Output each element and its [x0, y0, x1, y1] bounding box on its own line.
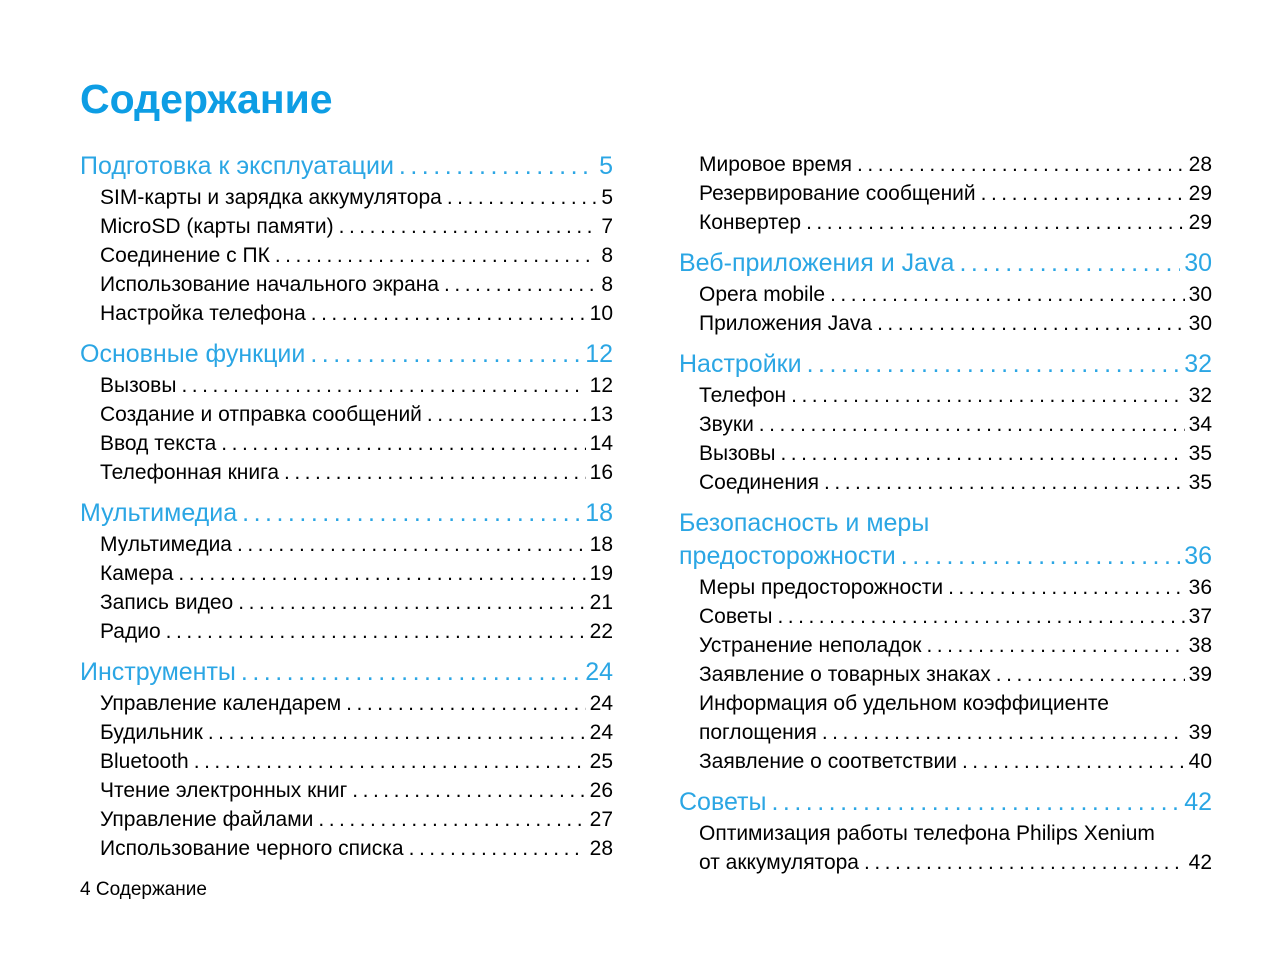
dot-leader	[857, 150, 1185, 179]
toc-item-entry[interactable]	[80, 617, 613, 646]
dot-leader	[877, 309, 1185, 338]
dot-leader	[409, 834, 586, 863]
toc-entry-page-number: 35	[1188, 471, 1212, 494]
toc-entry-page-number: 26	[589, 779, 613, 802]
toc-entry-label: Приложения Java	[699, 312, 873, 335]
toc-item-entry[interactable]	[80, 458, 613, 487]
page-footer	[80, 878, 207, 902]
toc-entry-page-number: 36	[1188, 576, 1212, 599]
toc-entry-page-number: 30	[1184, 249, 1212, 277]
dot-leader	[996, 660, 1185, 689]
dot-leader	[926, 631, 1184, 660]
toc-entry-page-number: 5	[599, 152, 613, 180]
toc-entry-label: Телефон	[699, 384, 787, 407]
dot-leader	[346, 689, 585, 718]
dot-leader	[352, 776, 585, 805]
toc-entry-page-number: 34	[1188, 413, 1212, 436]
dot-leader	[948, 573, 1185, 602]
dot-leader	[194, 747, 586, 776]
toc-item-entry[interactable]	[80, 270, 613, 299]
toc-entry-label: Ввод текста	[100, 432, 217, 455]
toc-entry-page-number: 39	[1188, 721, 1212, 744]
toc-entry-page-number: 22	[589, 620, 613, 643]
toc-entry-page-number: 39	[1188, 663, 1212, 686]
footer-page-number: 4	[80, 879, 91, 900]
dot-leader	[981, 179, 1185, 208]
toc-entry-label: MicroSD (карты памяти)	[100, 215, 334, 238]
dot-leader	[310, 338, 581, 371]
toc-entry-label: Основные функции	[80, 340, 306, 368]
page-title: Содержание	[80, 76, 333, 122]
toc-entry-label-line1: Безопасность и меры	[679, 509, 930, 537]
dot-leader	[824, 468, 1185, 497]
toc-entry-page-number: 13	[589, 403, 613, 426]
toc-entry-page-number: 28	[589, 837, 613, 860]
dot-leader	[311, 299, 586, 328]
toc-columns	[80, 150, 1212, 877]
toc-entry-page-number: 29	[1188, 182, 1212, 205]
toc-entry-label: Вызовы	[699, 442, 776, 465]
dot-leader	[864, 848, 1185, 877]
dot-leader	[208, 718, 586, 747]
dot-leader	[771, 786, 1180, 819]
toc-entry-label-line1: Оптимизация работы телефона Philips Xenium	[699, 822, 1155, 845]
toc-column-right	[679, 150, 1212, 877]
toc-entry-page-number: 8	[601, 273, 613, 296]
toc-entry-page-number: 37	[1188, 605, 1212, 628]
toc-entry-label: Телефонная книга	[100, 461, 279, 484]
toc-entry-page-number: 21	[589, 591, 613, 614]
toc-item-entry[interactable]	[679, 309, 1212, 338]
toc-entry-page-number: 27	[589, 808, 613, 831]
toc-entry-page-number: 30	[1188, 283, 1212, 306]
toc-item-entry[interactable]	[80, 299, 613, 328]
toc-entry-label: Конвертер	[699, 211, 802, 234]
dot-leader	[427, 400, 586, 429]
toc-entry-label: предосторожности	[679, 542, 896, 570]
toc-item-entry[interactable]	[80, 212, 613, 241]
toc-item-entry[interactable]	[80, 747, 613, 776]
toc-entry-page-number: 30	[1188, 312, 1212, 335]
toc-entry-label: Запись видео	[100, 591, 234, 614]
toc-section-entry[interactable]	[80, 497, 613, 530]
toc-entry-label: Устранение неполадок	[699, 634, 922, 657]
toc-entry-label: Инструменты	[80, 658, 236, 686]
toc-entry-page-number: 18	[585, 499, 613, 527]
toc-entry-label: Советы	[699, 605, 773, 628]
toc-entry-page-number: 35	[1188, 442, 1212, 465]
toc-item-entry[interactable]	[80, 718, 613, 747]
toc-entry-label: Вызовы	[100, 374, 177, 397]
toc-item-entry[interactable]	[679, 602, 1212, 631]
toc-entry-page-number: 28	[1188, 153, 1212, 176]
dot-leader	[181, 371, 585, 400]
toc-item-entry[interactable]	[80, 183, 613, 212]
toc-entry-page-number: 24	[589, 692, 613, 715]
toc-entry-label: Соединения	[699, 471, 820, 494]
dot-leader	[166, 617, 586, 646]
toc-entry-page-number: 12	[589, 374, 613, 397]
toc-entry-page-number: 36	[1184, 542, 1212, 570]
toc-section-entry[interactable]	[679, 348, 1212, 381]
toc-item-entry[interactable]	[80, 241, 613, 270]
toc-entry-page-number: 18	[589, 533, 613, 556]
toc-item-entry[interactable]	[80, 776, 613, 805]
toc-item-entry[interactable]	[80, 530, 613, 559]
toc-entry-label: Bluetooth	[100, 750, 189, 773]
dot-leader	[777, 602, 1184, 631]
toc-entry-label: Заявление о соответствии	[699, 750, 957, 773]
dot-leader	[238, 588, 585, 617]
dot-leader	[339, 212, 598, 241]
toc-item-entry[interactable]	[679, 689, 1212, 747]
toc-item-entry[interactable]	[80, 429, 613, 458]
dot-leader	[237, 530, 586, 559]
toc-entry-page-number: 24	[585, 658, 613, 686]
toc-entry-label: поглощения	[699, 721, 817, 744]
toc-item-entry[interactable]	[679, 439, 1212, 468]
toc-column-left	[80, 150, 613, 877]
dot-leader	[284, 458, 586, 487]
dot-leader	[241, 656, 581, 689]
toc-entry-label: Подготовка к эксплуатации	[80, 152, 394, 180]
toc-item-entry[interactable]	[80, 689, 613, 718]
toc-entry-label: SIM-карты и зарядка аккумулятора	[100, 186, 442, 209]
toc-item-entry[interactable]	[679, 631, 1212, 660]
toc-entry-page-number: 7	[601, 215, 613, 238]
dot-leader	[242, 497, 581, 530]
toc-item-entry[interactable]	[80, 588, 613, 617]
toc-entry-page-number: 16	[589, 461, 613, 484]
dot-leader	[807, 348, 1181, 381]
toc-item-entry[interactable]	[80, 834, 613, 863]
toc-entry-label: Советы	[679, 788, 767, 816]
dot-leader	[822, 718, 1185, 747]
toc-entry-page-number: 25	[589, 750, 613, 773]
toc-entry-page-number: 32	[1184, 350, 1212, 378]
toc-entry-page-number: 12	[585, 340, 613, 368]
dot-leader	[444, 270, 597, 299]
toc-entry-label-line1: Информация об удельном коэффициенте	[699, 692, 1109, 715]
toc-item-entry[interactable]	[679, 381, 1212, 410]
toc-entry-page-number: 29	[1188, 211, 1212, 234]
dot-leader	[959, 247, 1180, 280]
toc-section-entry[interactable]	[679, 247, 1212, 280]
toc-entry-label: Создание и отправка сообщений	[100, 403, 422, 426]
toc-entry-page-number: 19	[589, 562, 613, 585]
toc-entry-label: Веб-приложения и Java	[679, 249, 955, 277]
toc-entry-label: Opera mobile	[699, 283, 826, 306]
dot-leader	[962, 747, 1185, 776]
dot-leader	[221, 429, 585, 458]
toc-item-entry[interactable]	[679, 150, 1212, 179]
toc-item-entry[interactable]	[679, 573, 1212, 602]
toc-entry-page-number: 14	[589, 432, 613, 455]
toc-item-entry[interactable]	[80, 371, 613, 400]
toc-section-entry[interactable]	[80, 338, 613, 371]
toc-entry-label: Настройка телефона	[100, 302, 306, 325]
toc-item-entry[interactable]	[679, 747, 1212, 776]
toc-entry-page-number: 42	[1184, 788, 1212, 816]
toc-entry-label: Управление календарем	[100, 692, 342, 715]
dot-leader	[759, 410, 1185, 439]
toc-entry-label: Мультимедиа	[100, 533, 232, 556]
footer-label: Содержание	[95, 879, 207, 900]
dot-leader	[178, 559, 585, 588]
toc-entry-label: Камера	[100, 562, 174, 585]
toc-entry-label: Чтение электронных книг	[100, 779, 348, 802]
toc-entry-page-number: 24	[589, 721, 613, 744]
dot-leader	[830, 280, 1185, 309]
toc-item-entry[interactable]	[679, 819, 1212, 877]
toc-item-entry[interactable]	[679, 280, 1212, 309]
toc-entry-label: Управление файлами	[100, 808, 314, 831]
toc-entry-page-number: 8	[601, 244, 613, 267]
toc-section-entry[interactable]	[679, 786, 1212, 819]
toc-entry-page-number: 40	[1188, 750, 1212, 773]
toc-item-entry[interactable]	[679, 468, 1212, 497]
toc-item-entry[interactable]	[679, 410, 1212, 439]
toc-entry-label: Радио	[100, 620, 161, 643]
dot-leader	[318, 805, 585, 834]
dot-leader	[791, 381, 1185, 410]
toc-entry-label: Резервирование сообщений	[699, 182, 976, 205]
toc-item-entry[interactable]	[679, 208, 1212, 237]
toc-entry-label: Мировое время	[699, 153, 853, 176]
toc-item-entry[interactable]	[80, 805, 613, 834]
toc-entry-label: Мультимедиа	[80, 499, 238, 527]
toc-entry-label: Использование черного списка	[100, 837, 404, 860]
toc-entry-page-number: 10	[589, 302, 613, 325]
toc-item-entry[interactable]	[80, 559, 613, 588]
toc-entry-label: Звуки	[699, 413, 754, 436]
dot-leader	[275, 241, 597, 270]
toc-entry-page-number: 42	[1188, 851, 1212, 874]
toc-section-entry[interactable]	[80, 656, 613, 689]
toc-entry-page-number: 32	[1188, 384, 1212, 407]
dot-leader	[780, 439, 1184, 468]
toc-entry-label: Использование начального экрана	[100, 273, 440, 296]
toc-entry-label: Будильник	[100, 721, 203, 744]
toc-entry-label: Соединение с ПК	[100, 244, 270, 267]
toc-section-entry[interactable]	[679, 507, 1212, 573]
toc-item-entry[interactable]	[679, 660, 1212, 689]
dot-leader	[447, 183, 597, 212]
dot-leader	[901, 540, 1180, 573]
toc-item-entry[interactable]	[679, 179, 1212, 208]
toc-entry-label: Настройки	[679, 350, 802, 378]
toc-entry-label: от аккумулятора	[699, 851, 859, 874]
toc-item-entry[interactable]	[80, 400, 613, 429]
toc-entry-label: Заявление о товарных знаках	[699, 663, 991, 686]
toc-entry-page-number: 5	[601, 186, 613, 209]
dot-leader	[806, 208, 1185, 237]
toc-entry-page-number: 38	[1188, 634, 1212, 657]
toc-entry-label: Меры предосторожности	[699, 576, 944, 599]
dot-leader	[399, 150, 595, 183]
toc-section-entry[interactable]	[80, 150, 613, 183]
